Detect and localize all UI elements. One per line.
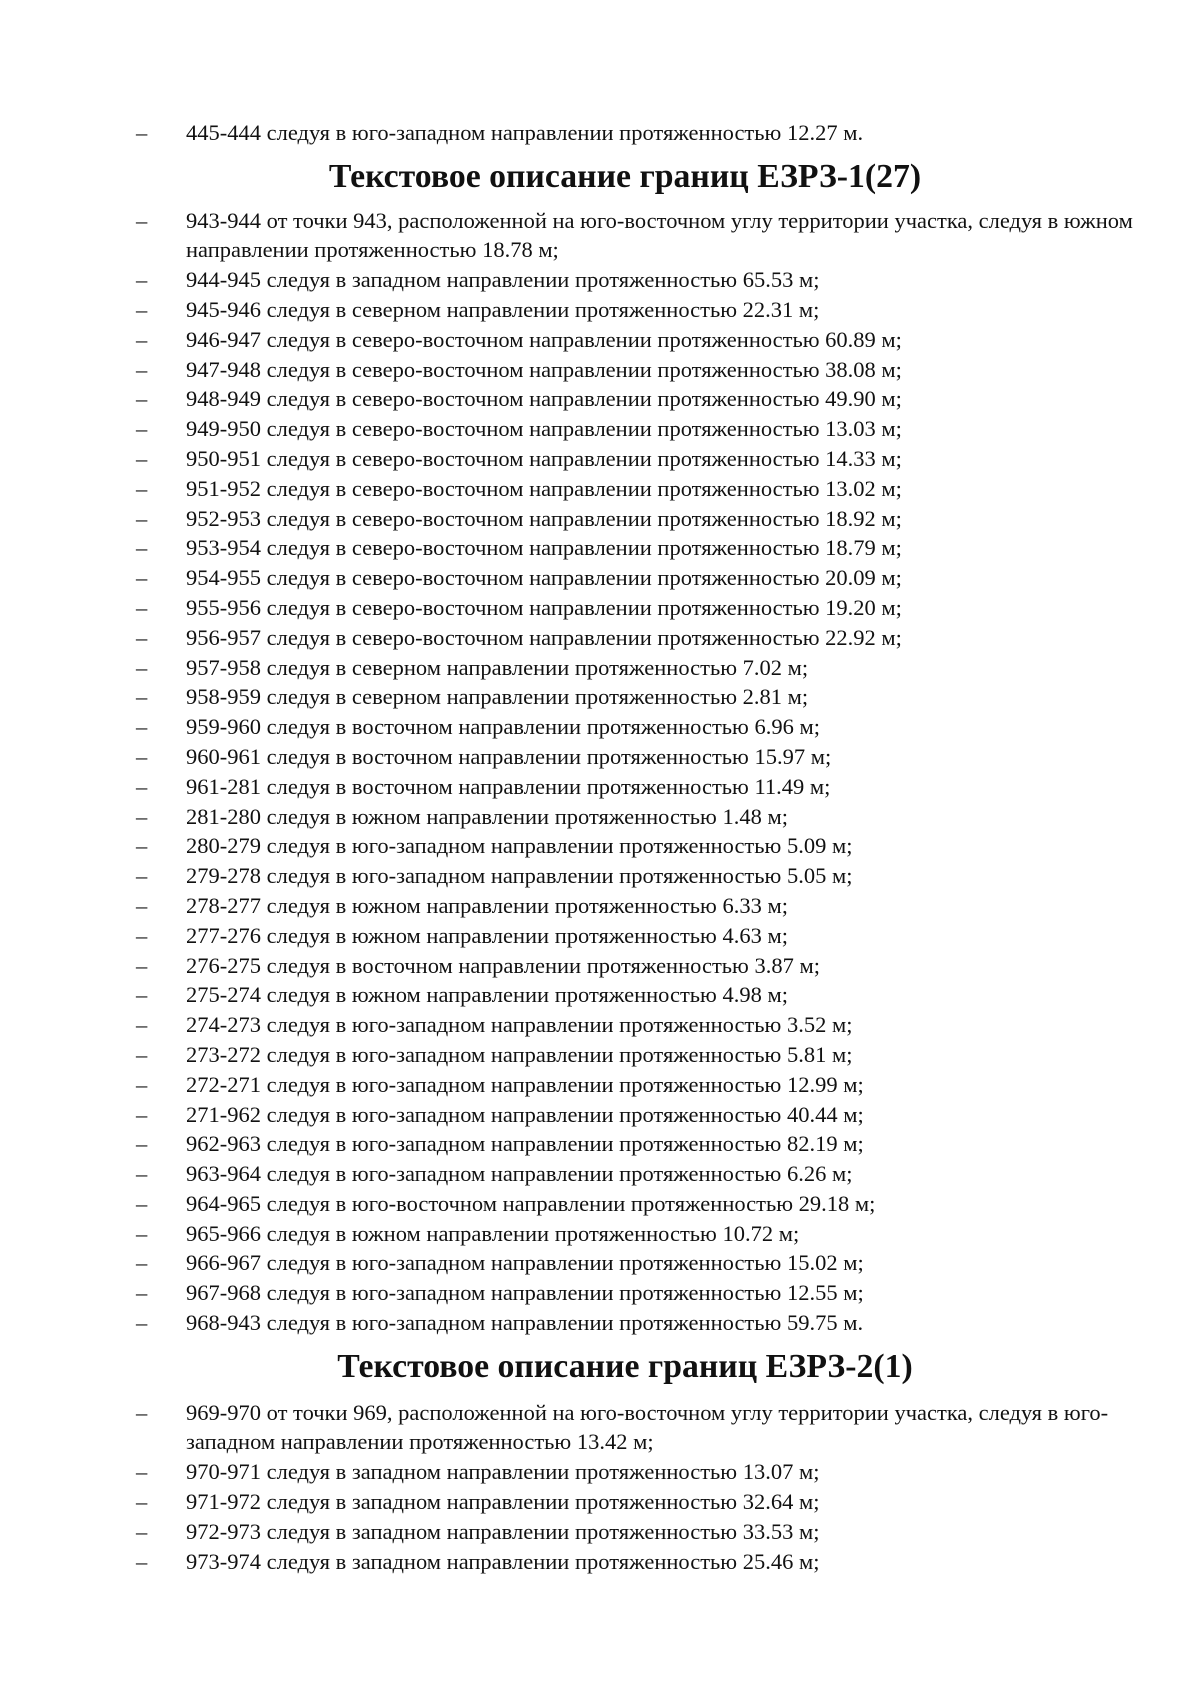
list-item-text: 279-278 следуя в юго-западном направлении протяженностью 5.05 м; — [186, 863, 853, 889]
dash-bullet: – — [136, 1041, 148, 1067]
list-item — [0, 980, 1200, 1010]
list-item — [0, 1517, 1200, 1547]
dash-bullet: – — [136, 803, 148, 829]
list-item-text: 952-953 следуя в северо-восточном направлении протяженностью 18.92 м; — [186, 505, 902, 531]
list-item — [0, 951, 1200, 981]
list-item-text: 969-970 от точки 969, расположенной на юго-восточном углу территории участка, следуя в юго-западном направлении протяженностью 13.42 м; — [186, 1399, 1109, 1455]
list-item — [0, 712, 1200, 742]
list-item — [0, 772, 1200, 802]
dash-bullet: – — [136, 773, 148, 799]
list-item — [0, 593, 1200, 623]
dash-bullet: – — [136, 1489, 148, 1515]
list-item — [0, 474, 1200, 504]
dash-bullet: – — [136, 416, 148, 442]
list-item-text: 965-966 следуя в южном направлении протяженностью 10.72 м; — [186, 1220, 800, 1246]
dash-bullet: – — [136, 505, 148, 531]
list-item-text: 945-946 следуя в северном направлении протяженностью 22.31 м; — [186, 296, 820, 322]
list-item — [0, 861, 1200, 891]
dash-bullet: – — [136, 565, 148, 591]
dash-bullet: – — [136, 386, 148, 412]
section-2-list — [0, 1398, 1200, 1577]
dash-bullet: – — [136, 1161, 148, 1187]
list-item — [0, 1159, 1200, 1189]
list-item — [0, 1398, 1200, 1458]
dash-bullet: – — [136, 624, 148, 650]
document-content — [0, 118, 1200, 1576]
dash-bullet: – — [136, 1101, 148, 1127]
list-item — [0, 265, 1200, 295]
list-item-text: 276-275 следуя в восточном направлении протяженностью 3.87 м; — [186, 952, 820, 978]
dash-bullet: – — [136, 1071, 148, 1097]
list-item — [0, 653, 1200, 683]
list-item — [0, 504, 1200, 534]
list-item-text: 968-943 следуя в юго-западном направлении протяженностью 59.75 м. — [186, 1310, 864, 1336]
list-item — [0, 1010, 1200, 1040]
dash-bullet: – — [136, 267, 148, 293]
list-item-text: 956-957 следуя в северо-восточном направлении протяженностью 22.92 м; — [186, 624, 902, 650]
dash-bullet: – — [136, 714, 148, 740]
list-item-text: 964-965 следуя в юго-восточном направлении протяженностью 29.18 м; — [186, 1190, 876, 1216]
list-item — [0, 1189, 1200, 1219]
list-item — [0, 1040, 1200, 1070]
list-item-text: 967-968 следуя в юго-западном направлении протяженностью 12.55 м; — [186, 1280, 864, 1306]
dash-bullet: – — [136, 1190, 148, 1216]
dash-bullet: – — [136, 1399, 148, 1425]
list-item — [0, 1547, 1200, 1577]
list-item-text: 947-948 следуя в северо-восточном направлении протяженностью 38.08 м; — [186, 356, 902, 382]
list-item-text: 274-273 следуя в юго-западном направлении протяженностью 3.52 м; — [186, 1012, 853, 1038]
list-item — [0, 563, 1200, 593]
dash-bullet: – — [136, 1548, 148, 1574]
list-item-text: 943-944 от точки 943, расположенной на юго-восточном углу территории участка, следуя в южном направлении протяженностью 18.78 м; — [186, 207, 1133, 263]
list-item — [0, 1457, 1200, 1487]
dash-bullet: – — [136, 296, 148, 322]
list-item-text: 960-961 следуя в восточном направлении протяженностью 15.97 м; — [186, 743, 832, 769]
list-item-text: 275-274 следуя в южном направлении протяженностью 4.98 м; — [186, 982, 788, 1008]
list-item — [0, 831, 1200, 861]
list-item — [0, 206, 1200, 266]
intro-list — [0, 118, 1200, 148]
list-item — [0, 921, 1200, 951]
list-item-text: 950-951 следуя в северо-восточном направлении протяженностью 14.33 м; — [186, 445, 902, 471]
list-item-text: 946-947 следуя в северо-восточном направлении протяженностью 60.89 м; — [186, 326, 902, 352]
list-item — [0, 533, 1200, 563]
section-1-title: Текстовое описание границ ЕЗРЗ-1(27) — [328, 157, 922, 195]
list-item-text: 961-281 следуя в восточном направлении протяженностью 11.49 м; — [186, 773, 831, 799]
list-item — [0, 325, 1200, 355]
list-item — [0, 1248, 1200, 1278]
list-item — [0, 1278, 1200, 1308]
section-2-title: Текстовое описание границ ЕЗРЗ-2(1) — [337, 1347, 913, 1385]
dash-bullet: – — [136, 892, 148, 918]
list-item — [0, 355, 1200, 385]
dash-bullet: – — [136, 982, 148, 1008]
dash-bullet: – — [136, 654, 148, 680]
list-item — [0, 1219, 1200, 1249]
dash-bullet: – — [136, 445, 148, 471]
list-item — [0, 295, 1200, 325]
section-1-list — [0, 206, 1200, 1338]
dash-bullet: – — [136, 594, 148, 620]
list-item-text: 280-279 следуя в юго-западном направлении протяженностью 5.09 м; — [186, 833, 853, 859]
list-item-text: 971-972 следуя в западном направлении протяженностью 32.64 м; — [186, 1489, 820, 1515]
dash-bullet: – — [136, 684, 148, 710]
list-item-text: 957-958 следуя в северном направлении протяженностью 7.02 м; — [186, 654, 809, 680]
dash-bullet: – — [136, 1220, 148, 1246]
list-item-text: 962-963 следуя в юго-западном направлении протяженностью 82.19 м; — [186, 1131, 864, 1157]
dash-bullet: – — [136, 1012, 148, 1038]
list-item-text: 278-277 следуя в южном направлении протяженностью 6.33 м; — [186, 892, 788, 918]
list-item — [0, 891, 1200, 921]
list-item — [0, 1100, 1200, 1130]
list-item — [0, 384, 1200, 414]
dash-bullet: – — [136, 326, 148, 352]
list-item-text: 973-974 следуя в западном направлении протяженностью 25.46 м; — [186, 1548, 820, 1574]
dash-bullet: – — [136, 535, 148, 561]
list-item-text: 958-959 следуя в северном направлении протяженностью 2.81 м; — [186, 684, 809, 710]
list-item-text: 272-271 следуя в юго-западном направлении протяженностью 12.99 м; — [186, 1071, 864, 1097]
dash-bullet: – — [136, 1280, 148, 1306]
dash-bullet: – — [136, 922, 148, 948]
dash-bullet: – — [136, 120, 148, 145]
dash-bullet: – — [136, 356, 148, 382]
list-item-text: 959-960 следуя в восточном направлении протяженностью 6.96 м; — [186, 714, 820, 740]
list-item-text: 963-964 следуя в юго-западном направлении протяженностью 6.26 м; — [186, 1161, 853, 1187]
dash-bullet: – — [136, 475, 148, 501]
list-item-text: 953-954 следуя в северо-восточном направлении протяженностью 18.79 м; — [186, 535, 902, 561]
list-item-text: 944-945 следуя в западном направлении протяженностью 65.53 м; — [186, 267, 820, 293]
list-item — [0, 118, 1200, 148]
list-item-text: 966-967 следуя в юго-западном направлении протяженностью 15.02 м; — [186, 1250, 864, 1276]
dash-bullet: – — [136, 1310, 148, 1336]
dash-bullet: – — [136, 952, 148, 978]
list-item — [0, 623, 1200, 653]
list-item — [0, 1487, 1200, 1517]
list-item-text: 972-973 следуя в западном направлении протяженностью 33.53 м; — [186, 1518, 820, 1544]
dash-bullet: – — [136, 743, 148, 769]
dash-bullet: – — [136, 1518, 148, 1544]
list-item-text: 281-280 следуя в южном направлении протяженностью 1.48 м; — [186, 803, 788, 829]
list-item — [0, 1070, 1200, 1100]
dash-bullet: – — [136, 207, 148, 233]
list-item-text: 277-276 следуя в южном направлении протяженностью 4.63 м; — [186, 922, 788, 948]
list-item — [0, 682, 1200, 712]
list-item-text: 949-950 следуя в северо-восточном направлении протяженностью 13.03 м; — [186, 416, 902, 442]
list-item-text: 273-272 следуя в юго-западном направлении протяженностью 5.81 м; — [186, 1041, 853, 1067]
list-item — [0, 1129, 1200, 1159]
list-item-text: 948-949 следуя в северо-восточном направлении протяженностью 49.90 м; — [186, 386, 902, 412]
dash-bullet: – — [136, 1459, 148, 1485]
list-item-text: 954-955 следуя в северо-восточном направлении протяженностью 20.09 м; — [186, 565, 902, 591]
list-item-text: 951-952 следуя в северо-восточном направлении протяженностью 13.02 м; — [186, 475, 902, 501]
list-item-text: 271-962 следуя в юго-западном направлении протяженностью 40.44 м; — [186, 1101, 864, 1127]
list-item — [0, 444, 1200, 474]
list-item — [0, 802, 1200, 832]
list-item-text: 970-971 следуя в западном направлении протяженностью 13.07 м; — [186, 1459, 820, 1485]
list-item-text: 445-444 следуя в юго-западном направлении протяженностью 12.27 м. — [186, 120, 864, 145]
dash-bullet: – — [136, 863, 148, 889]
list-item — [0, 1308, 1200, 1338]
dash-bullet: – — [136, 1131, 148, 1157]
list-item — [0, 414, 1200, 444]
list-item-text: 955-956 следуя в северо-восточном направлении протяженностью 19.20 м; — [186, 594, 902, 620]
list-item — [0, 742, 1200, 772]
dash-bullet: – — [136, 833, 148, 859]
dash-bullet: – — [136, 1250, 148, 1276]
